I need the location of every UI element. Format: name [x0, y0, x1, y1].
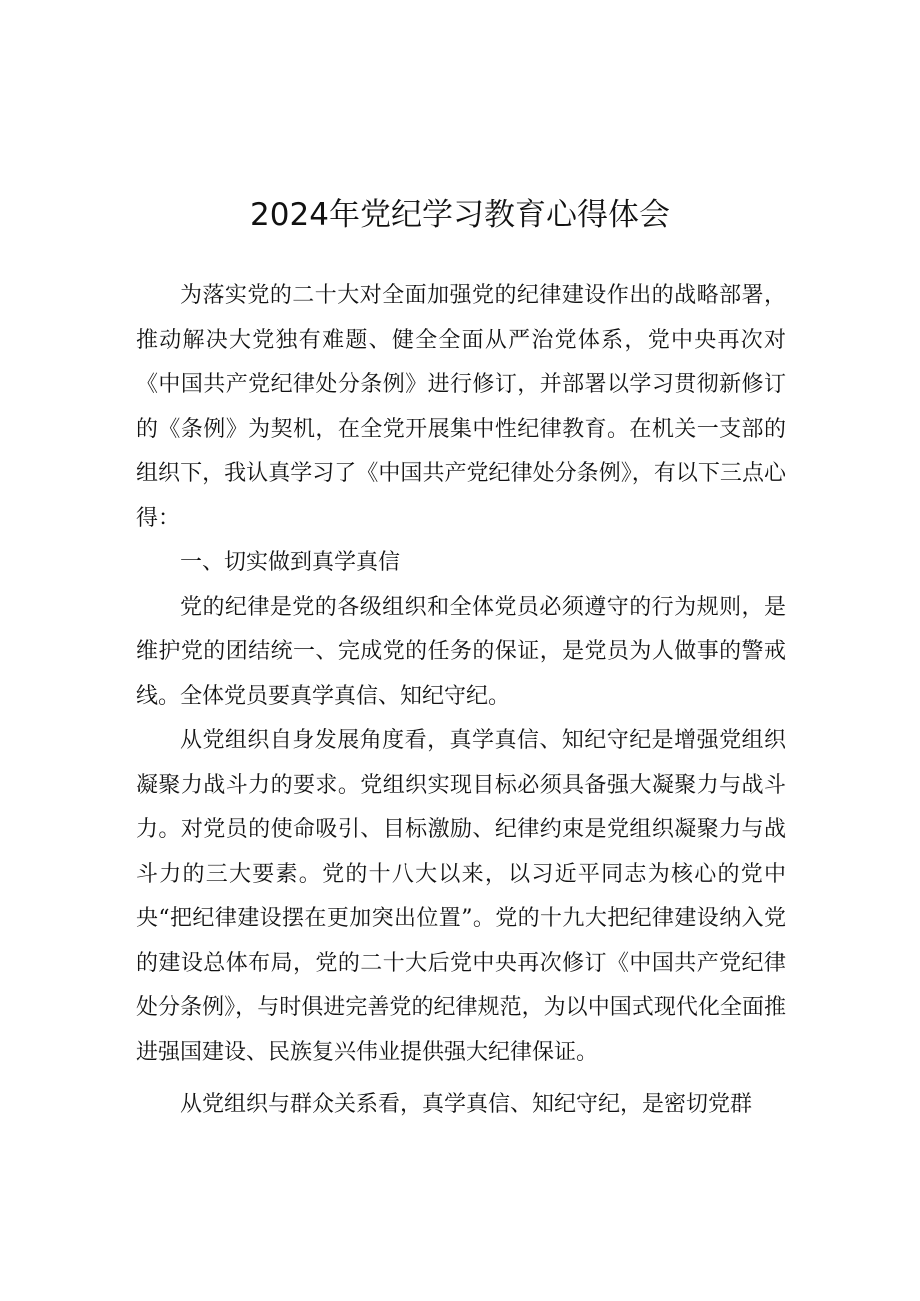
body-paragraph-2: 从党组织自身发展角度看，真学真信、知纪守纪是增强党组织凝聚力战斗力的要求。党组织实现目标必须具备强大凝聚力与战斗力。对党员的使命吸引、目标激励、纪律约束是党组织凝聚力与战斗力的三大要素。党的十八大以来，以习近平同志为核心的党中央“把纪律建设摆在更加突出位置”。党的十九大把纪律建设纳入党的建设总体布局，党的二十大后党中央再次修订《中国共产党纪律处分条例》，与时俱进完善党的纪律规范，为以中国式现代化全面推进强国建设、民族复兴伟业提供强大纪律保证。 — [136, 728, 786, 1065]
section-heading-1: 一、切实做到真学真信 — [180, 550, 401, 575]
body-paragraph-3: 从党组织与群众关系看，真学真信、知纪守纪，是密切党群 — [180, 1092, 753, 1117]
intro-paragraph: 为落实党的二十大对全面加强党的纪律建设作出的战略部署，推动解决大党独有难题、健全全面从严治党体系，党中央再次对《中国共产党纪律处分条例》进行修订，并部署以学习贯彻新修订的《条例》为契机，在全党开展集中性纪律教育。在机关一支部的组织下，我认真学习了《中国共产党纪律处分条例》，有以下三点心得： — [136, 283, 786, 531]
document-body — [136, 274, 786, 1128]
document-title: 2024年党纪学习教育心得体会 — [250, 196, 670, 233]
body-paragraph-1: 党的纪律是党的各级组织和全体党员必须遵守的行为规则，是维护党的团结统一、完成党的任务的保证，是党员为人做事的警戒线。全体党员要真学真信、知纪守纪。 — [136, 594, 786, 709]
